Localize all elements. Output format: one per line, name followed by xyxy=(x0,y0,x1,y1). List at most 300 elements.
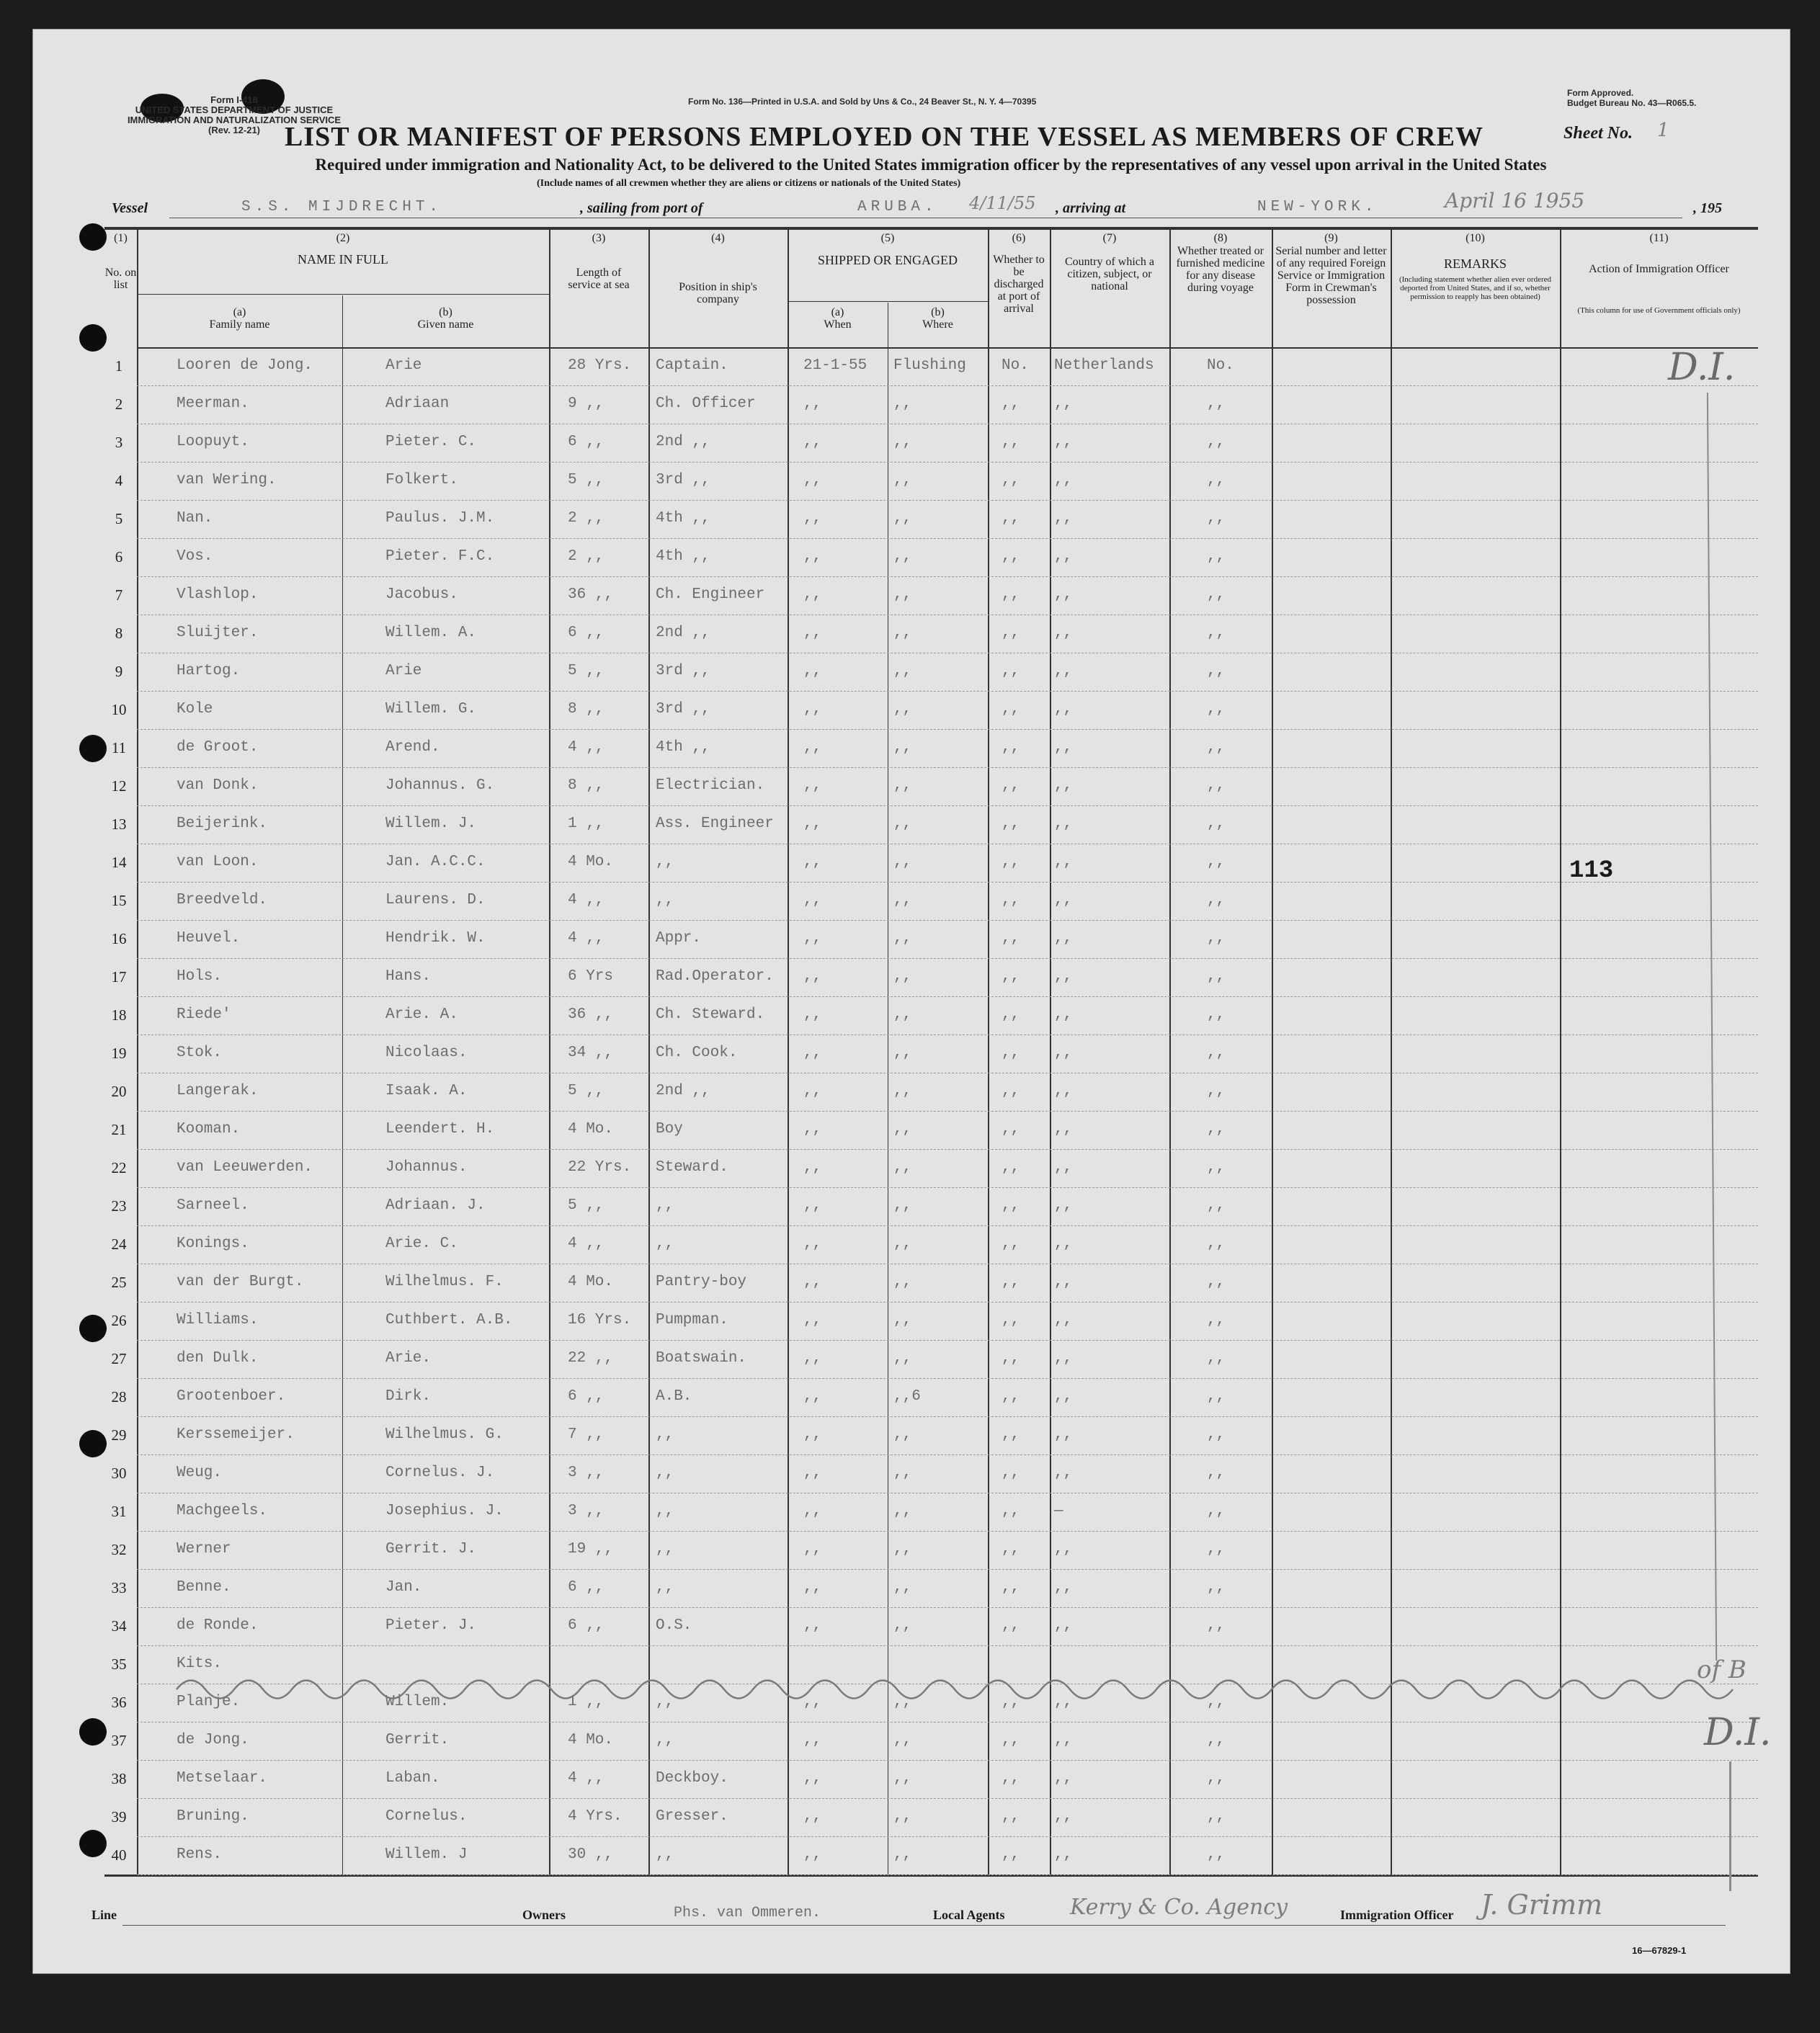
cell-service: 4 Yrs. xyxy=(568,1808,623,1825)
cell-when: ,, xyxy=(803,663,822,679)
cell-position: O.S. xyxy=(656,1617,692,1634)
cell-position: Rad.Operator. xyxy=(656,968,774,985)
col-position-number: (4) xyxy=(711,232,725,244)
cell-discharged: ,, xyxy=(1002,1426,1020,1443)
cell-treated: ,, xyxy=(1207,1426,1226,1443)
cell-position: 4th ,, xyxy=(656,510,710,527)
cell-position: ,, xyxy=(656,1236,674,1252)
row-number: 37 xyxy=(111,1732,127,1749)
cell-when: ,, xyxy=(803,548,822,565)
cell-treated: ,, xyxy=(1207,548,1226,565)
cell-discharged: ,, xyxy=(1002,1083,1020,1099)
col-serial-header: Serial number and letter of any required Foreign Service or Immigration Form in Crewman's possession xyxy=(1275,245,1387,306)
cell-discharged: ,, xyxy=(1002,1350,1020,1367)
cell-position: A.B. xyxy=(656,1388,692,1405)
sheet-number: 1 xyxy=(1657,120,1669,141)
row-number: 29 xyxy=(111,1426,127,1444)
cell-discharged: ,, xyxy=(1002,1121,1020,1138)
cell-treated: ,, xyxy=(1207,1274,1226,1290)
cell-treated: ,, xyxy=(1207,1694,1226,1710)
cell-position: 2nd ,, xyxy=(656,1083,710,1099)
form-revision: (Rev. 12-21) xyxy=(208,125,260,135)
cell-when: ,, xyxy=(803,1045,822,1061)
cell-position: Boatswain. xyxy=(656,1350,747,1367)
cell-when: 21-1-55 xyxy=(803,357,867,374)
cell-where: ,, xyxy=(893,1236,912,1252)
cell-given: Willem. J xyxy=(385,1846,468,1863)
cell-given: Isaak. A. xyxy=(385,1083,468,1099)
cell-treated: ,, xyxy=(1207,1312,1226,1328)
cell-discharged: ,, xyxy=(1002,930,1020,947)
cell-given: Pieter. F.C. xyxy=(385,548,495,565)
cell-given: Arie. C. xyxy=(385,1236,458,1252)
cell-treated: ,, xyxy=(1207,1808,1226,1825)
cell-service: 1 ,, xyxy=(568,1694,605,1710)
row-number: 33 xyxy=(111,1579,127,1596)
cell-treated: ,, xyxy=(1207,739,1226,756)
cell-given: Folkert. xyxy=(385,472,458,488)
cell-country: ,, xyxy=(1054,396,1073,412)
cell-family: Sarneel. xyxy=(177,1197,249,1214)
cell-country: ,, xyxy=(1054,1236,1073,1252)
cell-discharged: ,, xyxy=(1002,434,1020,450)
col-where-header: Where xyxy=(922,318,953,331)
cell-family: de Ronde. xyxy=(177,1617,259,1634)
cell-discharged: ,, xyxy=(1002,1006,1020,1023)
cell-where: ,, xyxy=(893,892,912,908)
cell-where: ,, xyxy=(893,816,912,832)
row-number: 31 xyxy=(111,1503,127,1520)
cell-given: Johannus. G. xyxy=(385,777,495,794)
cell-given: Gerrit. xyxy=(385,1732,450,1748)
cell-country: ,, xyxy=(1054,1159,1073,1176)
cell-country: ,, xyxy=(1054,1770,1073,1787)
cell-when: ,, xyxy=(803,1846,822,1863)
cell-position: ,, xyxy=(656,1465,674,1481)
cell-service: 34 ,, xyxy=(568,1045,614,1061)
row-rule xyxy=(137,1340,1758,1341)
cell-position: ,, xyxy=(656,1732,674,1748)
row-number: 22 xyxy=(111,1159,127,1176)
cell-service: 5 ,, xyxy=(568,663,605,679)
cell-where: ,, xyxy=(893,1808,912,1825)
cell-treated: ,, xyxy=(1207,1846,1226,1863)
cell-discharged: ,, xyxy=(1002,625,1020,641)
row-number: 38 xyxy=(111,1770,127,1787)
cell-family: Rens. xyxy=(177,1846,223,1863)
cell-when: ,, xyxy=(803,1579,822,1596)
row-number: 19 xyxy=(111,1045,127,1062)
cell-when: ,, xyxy=(803,1465,822,1481)
binder-hole xyxy=(79,735,107,762)
cell-country: Netherlands xyxy=(1054,357,1154,374)
line-label: Line xyxy=(92,1908,117,1922)
cell-position: 4th ,, xyxy=(656,739,710,756)
row-number: 18 xyxy=(111,1006,127,1024)
col-remarks-header: REMARKS xyxy=(1443,256,1507,271)
cell-given: Jan. xyxy=(385,1579,422,1596)
cell-where: ,, xyxy=(893,1006,912,1023)
col-shipped-number: (5) xyxy=(880,232,895,244)
cell-discharged: ,, xyxy=(1002,1197,1020,1214)
cell-service: 4 Mo. xyxy=(568,854,614,870)
cell-service: 6 ,, xyxy=(568,1388,605,1405)
cell-when: ,, xyxy=(803,816,822,832)
action-mark-row36: D.I. xyxy=(1704,1711,1772,1754)
cell-position: Ass. Engineer xyxy=(656,816,774,832)
col-given-header: Given name xyxy=(417,318,474,331)
col-action-header: Action of Immigration Officer xyxy=(1589,263,1729,275)
col-serial-number: (9) xyxy=(1324,232,1338,244)
cell-country: ,, xyxy=(1054,701,1073,718)
row-number: 25 xyxy=(111,1274,127,1291)
cell-family: Metselaar. xyxy=(177,1770,268,1787)
cell-country: ,, xyxy=(1054,1045,1073,1061)
cell-when: ,, xyxy=(803,1732,822,1748)
row-rule xyxy=(137,1416,1758,1417)
cell-treated: ,, xyxy=(1207,472,1226,488)
cell-given: Pieter. C. xyxy=(385,434,477,450)
cell-service: 19 ,, xyxy=(568,1541,614,1558)
cell-discharged: ,, xyxy=(1002,1541,1020,1558)
cell-given: Arend. xyxy=(385,739,440,756)
cell-country: ,, xyxy=(1054,663,1073,679)
cell-family: Kits. xyxy=(177,1656,223,1672)
action-vertical-stroke xyxy=(1707,393,1717,1661)
col-where-letter: (b) xyxy=(931,306,945,318)
cell-discharged: ,, xyxy=(1002,586,1020,603)
table-top-rule xyxy=(104,227,1758,230)
approval-block xyxy=(1567,88,1696,108)
row-rule xyxy=(137,1187,1758,1188)
cell-service: 8 ,, xyxy=(568,701,605,718)
cell-position: Ch. Engineer xyxy=(656,586,765,603)
cell-country: ,, xyxy=(1054,739,1073,756)
cell-family: Stok. xyxy=(177,1045,223,1061)
row-number: 20 xyxy=(111,1083,127,1100)
cell-discharged: ,, xyxy=(1002,777,1020,794)
cell-given: Nicolaas. xyxy=(385,1045,468,1061)
cell-where: ,, xyxy=(893,1083,912,1099)
cell-where: ,, xyxy=(893,1846,912,1863)
cell-where: ,, xyxy=(893,1045,912,1061)
cell-where: ,, xyxy=(893,1312,912,1328)
row-number: 15 xyxy=(111,892,127,909)
cell-given: Arie. A. xyxy=(385,1006,458,1023)
sailing-port: ARUBA. xyxy=(857,199,938,215)
cell-position: ,, xyxy=(656,1579,674,1596)
cell-position: 4th ,, xyxy=(656,548,710,565)
cell-when: ,, xyxy=(803,701,822,718)
sheet-label: Sheet No. xyxy=(1563,124,1633,143)
year-suffix: , 195 xyxy=(1693,200,1722,216)
row-rule xyxy=(137,1111,1758,1112)
budget-number: Budget Bureau No. 43—R065.5. xyxy=(1567,98,1697,108)
cell-family: Kerssemeijer. xyxy=(177,1426,295,1443)
cell-discharged: ,, xyxy=(1002,510,1020,527)
row-rule xyxy=(137,691,1758,692)
row-number: 2 xyxy=(115,396,123,413)
cell-treated: ,, xyxy=(1207,930,1226,947)
cell-position: 2nd ,, xyxy=(656,434,710,450)
cell-given: Willem. xyxy=(385,1694,450,1710)
cell-service: 6 ,, xyxy=(568,1579,605,1596)
cell-discharged: ,, xyxy=(1002,816,1020,832)
cell-discharged: ,, xyxy=(1002,1732,1020,1748)
cell-treated: ,, xyxy=(1207,1159,1226,1176)
cell-service: 4 ,, xyxy=(568,1770,605,1787)
col-name-header: NAME IN FULL xyxy=(298,252,388,267)
cell-where: ,, xyxy=(893,1541,912,1558)
cell-treated: ,, xyxy=(1207,1121,1226,1138)
cell-country: ,, xyxy=(1054,434,1073,450)
row-number: 16 xyxy=(111,930,127,947)
cell-position: 3rd ,, xyxy=(656,663,710,679)
cell-service: 4 Mo. xyxy=(568,1274,614,1290)
cell-where: ,, xyxy=(893,663,912,679)
binder-hole xyxy=(79,1315,107,1342)
cell-when: ,, xyxy=(803,1197,822,1214)
cell-discharged: ,, xyxy=(1002,1770,1020,1787)
cell-discharged: ,, xyxy=(1002,1846,1020,1863)
form-code-bottom: 16—67829-1 xyxy=(1632,1945,1687,1956)
row-rule xyxy=(137,538,1758,539)
cell-treated: ,, xyxy=(1207,777,1226,794)
cell-when: ,, xyxy=(803,1274,822,1290)
cell-discharged: ,, xyxy=(1002,472,1020,488)
cell-position: Deckboy. xyxy=(656,1770,728,1787)
cell-service: 5 ,, xyxy=(568,1083,605,1099)
row-number: 6 xyxy=(115,548,123,566)
cell-position: Ch. Cook. xyxy=(656,1045,738,1061)
col-family-header: Family name xyxy=(209,318,270,331)
cell-treated: ,, xyxy=(1207,625,1226,641)
owners-value: Phs. van Ommeren. xyxy=(674,1905,821,1921)
cell-country: ,, xyxy=(1054,1274,1073,1290)
cell-when: ,, xyxy=(803,968,822,985)
cell-discharged: ,, xyxy=(1002,1694,1020,1710)
cell-given: Willem. J. xyxy=(385,816,477,832)
col-discharge-header: Whether to be discharged at port of arrival xyxy=(993,254,1045,315)
cell-position: ,, xyxy=(656,892,674,908)
cell-service: 2 ,, xyxy=(568,548,605,565)
cell-treated: ,, xyxy=(1207,1350,1226,1367)
cell-family: den Dulk. xyxy=(177,1350,259,1367)
cell-position: ,, xyxy=(656,1426,674,1443)
cell-service: 22 ,, xyxy=(568,1350,614,1367)
cell-when: ,, xyxy=(803,1808,822,1825)
row-number: 5 xyxy=(115,510,123,527)
cell-when: ,, xyxy=(803,434,822,450)
cell-country: — xyxy=(1054,1503,1063,1519)
cell-service: 6 ,, xyxy=(568,434,605,450)
cell-given: Leendert. H. xyxy=(385,1121,495,1138)
cell-family: Planje. xyxy=(177,1694,241,1710)
immigration-officer-signature: J. Grimm xyxy=(1481,1889,1603,1921)
cell-country: ,, xyxy=(1054,1083,1073,1099)
cell-treated: No. xyxy=(1207,357,1234,374)
row-rule xyxy=(137,767,1758,768)
vessel-name: S.S. MIJDRECHT. xyxy=(241,199,443,215)
cell-discharged: ,, xyxy=(1002,1579,1020,1596)
sailing-label: , sailing from port of xyxy=(580,200,703,216)
binder-hole xyxy=(79,1430,107,1457)
cell-discharged: ,, xyxy=(1002,968,1020,985)
cell-discharged: ,, xyxy=(1002,854,1020,870)
cell-given: Adriaan. J. xyxy=(385,1197,486,1214)
row-number: 32 xyxy=(111,1541,127,1558)
cell-where: ,, xyxy=(893,1426,912,1443)
cell-when: ,, xyxy=(803,1503,822,1519)
cell-service: 1 ,, xyxy=(568,816,605,832)
row-rule xyxy=(137,1607,1758,1608)
cell-discharged: ,, xyxy=(1002,1159,1020,1176)
cell-family: Grootenboer. xyxy=(177,1388,286,1405)
cell-when: ,, xyxy=(803,472,822,488)
cell-family: Heuvel. xyxy=(177,930,241,947)
cell-given: Hendrik. W. xyxy=(385,930,486,947)
cell-family: Kooman. xyxy=(177,1121,241,1138)
cell-position: 3rd ,, xyxy=(656,472,710,488)
cell-family: van Leeuwerden. xyxy=(177,1159,313,1176)
cell-country: ,, xyxy=(1054,1694,1073,1710)
row-number: 3 xyxy=(115,434,123,451)
row-number: 30 xyxy=(111,1465,127,1482)
vessel-label: Vessel xyxy=(112,200,148,216)
cell-when: ,, xyxy=(803,1541,822,1558)
row-rule xyxy=(137,1225,1758,1226)
cell-position: Gresser. xyxy=(656,1808,728,1825)
cell-where: ,, xyxy=(893,968,912,985)
arrival-port: NEW-YORK. xyxy=(1257,199,1378,215)
col-discharge-number: (6) xyxy=(1012,232,1026,244)
form-code-left: Form I-418 xyxy=(210,94,258,105)
row-number: 24 xyxy=(111,1236,127,1253)
cell-family: van Wering. xyxy=(177,472,277,488)
cell-country: ,, xyxy=(1054,1541,1073,1558)
cell-family: Langerak. xyxy=(177,1083,259,1099)
cell-given: Arie. xyxy=(385,1350,432,1367)
cell-given: Dirk. xyxy=(385,1388,432,1405)
cell-discharged: ,, xyxy=(1002,1503,1020,1519)
row-rule xyxy=(137,1798,1758,1799)
cell-given: Cornelus. xyxy=(385,1808,468,1825)
cell-family: Weug. xyxy=(177,1465,223,1481)
cell-when: ,, xyxy=(803,586,822,603)
cell-family: Vlashlop. xyxy=(177,586,259,603)
cell-position: 3rd ,, xyxy=(656,701,710,718)
cell-given: Paulus. J.M. xyxy=(385,510,495,527)
col-name-number: (2) xyxy=(336,232,350,244)
binder-hole xyxy=(79,1718,107,1746)
cell-service: 6 ,, xyxy=(568,625,605,641)
row-rule xyxy=(137,1149,1758,1150)
cell-family: van Donk. xyxy=(177,777,259,794)
cell-given: Johannus. xyxy=(385,1159,468,1176)
row-number: 12 xyxy=(111,777,127,795)
row-number: 4 xyxy=(115,472,123,489)
col-when-letter: (a) xyxy=(831,306,844,318)
cell-family: Konings. xyxy=(177,1236,249,1252)
action-mark-row1: D.I. xyxy=(1668,346,1736,389)
cell-country: ,, xyxy=(1054,777,1073,794)
cell-when: ,, xyxy=(803,396,822,412)
cell-country: ,, xyxy=(1054,1808,1073,1825)
cell-given: Adriaan xyxy=(385,396,450,412)
cell-treated: ,, xyxy=(1207,1083,1226,1099)
cell-discharged: No. xyxy=(1002,357,1029,374)
cell-family: Breedveld. xyxy=(177,892,268,908)
cell-family: Kole xyxy=(177,701,213,718)
cell-treated: ,, xyxy=(1207,854,1226,870)
cell-service: 7 ,, xyxy=(568,1426,605,1443)
cell-given: Jacobus. xyxy=(385,586,458,603)
col-family-letter: (a) xyxy=(233,306,246,318)
row-rule xyxy=(137,920,1758,921)
cell-where: ,, xyxy=(893,1159,912,1176)
cell-family: van Loon. xyxy=(177,854,259,870)
cell-where: Flushing xyxy=(893,357,966,374)
row-number: 1 xyxy=(115,357,123,375)
cell-given: Arie xyxy=(385,663,422,679)
cell-family: Loopuyt. xyxy=(177,434,249,450)
cell-family: Riede' xyxy=(177,1006,231,1023)
cell-family: van der Burgt. xyxy=(177,1274,304,1290)
cell-when: ,, xyxy=(803,1770,822,1787)
col-shipped-header: SHIPPED OR ENGAGED xyxy=(817,253,958,267)
cell-treated: ,, xyxy=(1207,396,1226,412)
cell-treated: ,, xyxy=(1207,1465,1226,1481)
cell-where: ,, xyxy=(893,1732,912,1748)
cell-where: ,, xyxy=(893,1503,912,1519)
cell-treated: ,, xyxy=(1207,1503,1226,1519)
cell-where: ,, xyxy=(893,472,912,488)
cell-position: ,, xyxy=(656,854,674,870)
cell-given: Wilhelmus. F. xyxy=(385,1274,504,1290)
cell-where: ,, xyxy=(893,1579,912,1596)
cell-position: ,, xyxy=(656,1197,674,1214)
cell-discharged: ,, xyxy=(1002,701,1020,718)
row-rule xyxy=(137,729,1758,730)
row-rule xyxy=(137,1836,1758,1837)
row-number: 10 xyxy=(111,701,127,718)
row-number: 9 xyxy=(115,663,123,680)
col-given-letter: (b) xyxy=(439,306,452,318)
cell-where: ,, xyxy=(893,1694,912,1710)
cell-where: ,, xyxy=(893,930,912,947)
cell-service: 2 ,, xyxy=(568,510,605,527)
cell-country: ,, xyxy=(1054,1312,1073,1328)
cell-service: 4 ,, xyxy=(568,1236,605,1252)
cell-position: Electrician. xyxy=(656,777,765,794)
row-number: 36 xyxy=(111,1694,127,1711)
col-service-number: (3) xyxy=(592,232,606,244)
cell-discharged: ,, xyxy=(1002,1045,1020,1061)
row-number: 11 xyxy=(111,739,127,756)
cell-where: ,, xyxy=(893,1465,912,1481)
cell-when: ,, xyxy=(803,1694,822,1710)
cell-treated: ,, xyxy=(1207,510,1226,527)
col-treated-number: (8) xyxy=(1213,232,1228,244)
cell-service: 4 ,, xyxy=(568,892,605,908)
cell-when: ,, xyxy=(803,1083,822,1099)
col-action-note: (This column for use of Government officials only) xyxy=(1577,306,1741,315)
cell-discharged: ,, xyxy=(1002,1274,1020,1290)
cell-family: Looren de Jong. xyxy=(177,357,313,374)
cell-service: 6 ,, xyxy=(568,1617,605,1634)
cell-service: 4 ,, xyxy=(568,739,605,756)
arriving-label: , arriving at xyxy=(1056,200,1126,216)
